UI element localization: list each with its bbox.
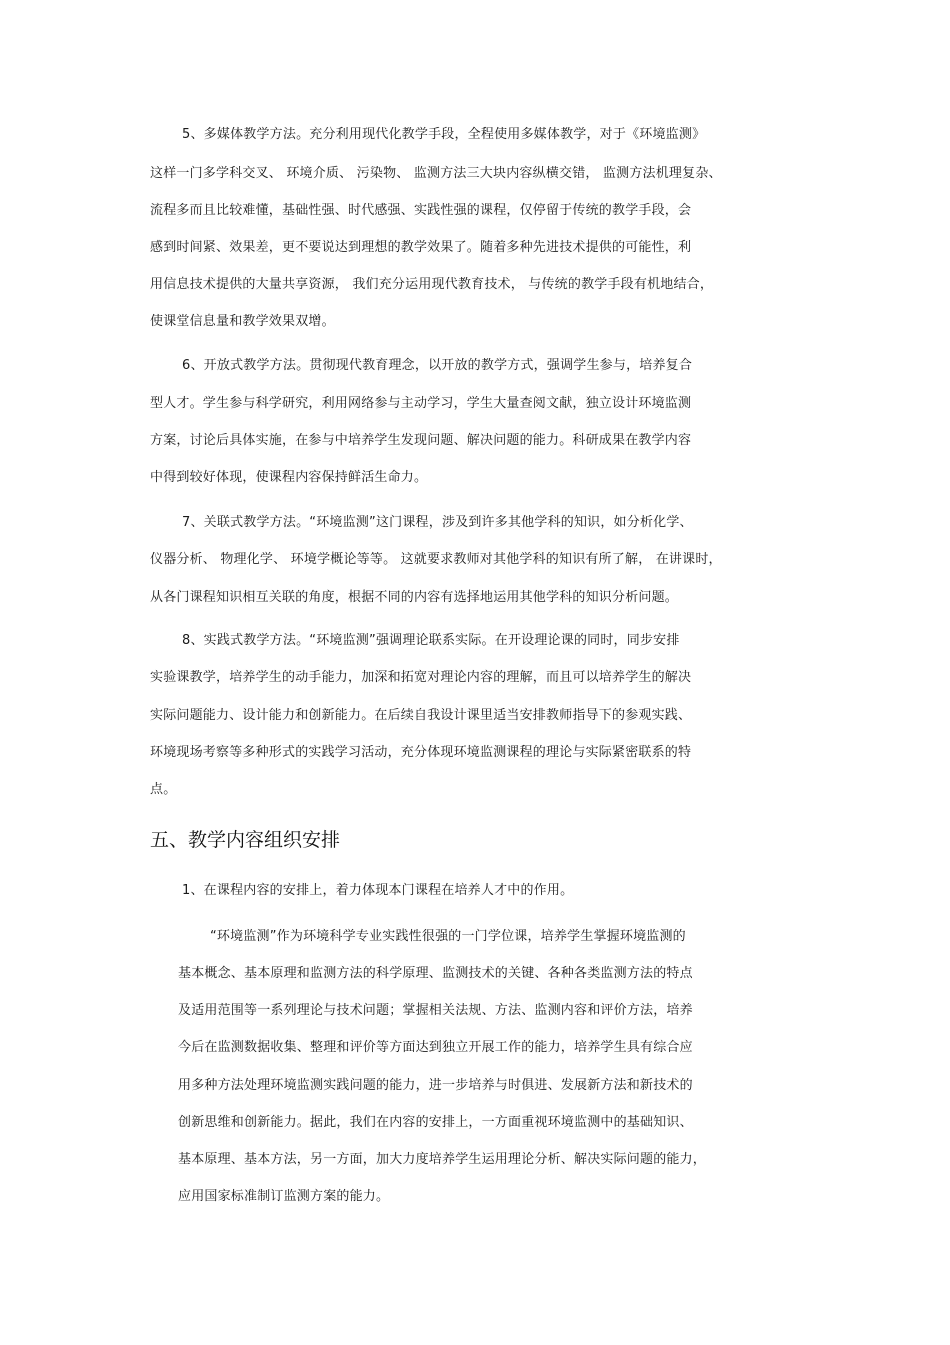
para5-line1: 5、多媒体教学方法。充分利用现代化教学手段，全程使用多媒体教学，对于《环境监测》 xyxy=(182,127,706,142)
para8-line2: 实验课教学，培养学生的动手能力，加深和拓宽对理论内容的理解，而且可以培养学生的解决 xyxy=(150,670,692,685)
section-heading: 五、教学内容组织安排 xyxy=(150,829,341,851)
para8-line3: 实际问题能力、设计能力和创新能力。在后续自我设计课里适当安排教师指导下的参观实践、 xyxy=(150,708,692,723)
body-line-8: 应用国家标准制订监测方案的能力。 xyxy=(178,1189,390,1204)
para7-line3: 从各门课程知识相互关联的角度，根据不同的内容有选择地运用其他学科的知识分析问题。 xyxy=(150,590,679,605)
para5-line4: 感到时间紧、效果差，更不要说达到理想的教学效果了。随着多种先进技术提供的可能性，利 xyxy=(150,240,692,255)
para6-line1: 6、开放式教学方法。贯彻现代教育理念，以开放的教学方式，强调学生参与，培养复合 xyxy=(182,358,693,373)
para8-line4: 环境现场考察等多种形式的实践学习活动，充分体现环境监测课程的理论与实际紧密联系的特 xyxy=(150,745,692,760)
para7-line1: 7、关联式教学方法。“环境监测”这门课程，涉及到许多其他学科的知识，如分析化学、 xyxy=(182,515,693,530)
para5-line3: 流程多而且比较难懂，基础性强、时代感强、实践性强的课程，仅停留于传统的教学手段，会 xyxy=(150,203,692,218)
para7-line2: 仪器分析、 物理化学、 环境学概论等等。 这就要求教师对其他学科的知识有所了解， 在讲课时， xyxy=(150,552,722,567)
para5-line6: 使课堂信息量和教学效果双增。 xyxy=(150,314,335,329)
body-line-7: 基本原理、基本方法，另一方面，加大力度培养学生运用理论分析、解决实际问题的能力， xyxy=(178,1152,707,1167)
para6-line4: 中得到较好体现，使课程内容保持鲜活生命力。 xyxy=(150,470,428,485)
body-line-1: “环境监测”作为环境科学专业实践性很强的一门学位课，培养学生掌握环境监测的 xyxy=(210,929,686,944)
body-line-4: 今后在监测数据收集、整理和评价等方面达到独立开展工作的能力，培养学生具有综合应 xyxy=(178,1040,693,1055)
body-line-2: 基本概念、基本原理和监测方法的科学原理、监测技术的关键、各种各类监测方法的特点 xyxy=(178,966,693,981)
subsection-title: 1、在课程内容的安排上，着力体现本门课程在培养人才中的作用。 xyxy=(182,883,574,898)
para6-line3: 方案，讨论后具体实施，在参与中培养学生发现问题、解决问题的能力。科研成果在教学内容 xyxy=(150,433,692,448)
body-line-6: 创新思维和创新能力。据此，我们在内容的安排上，一方面重视环境监测中的基础知识、 xyxy=(178,1115,693,1130)
para8-line1: 8、实践式教学方法。“环境监测”强调理论联系实际。在开设理论课的同时，同步安排 xyxy=(182,633,680,648)
para8-line5: 点。 xyxy=(150,782,177,797)
body-line-5: 用多种方法处理环境监测实践问题的能力，进一步培养与时俱进、发展新方法和新技术的 xyxy=(178,1078,693,1093)
para5-line5: 用信息技术提供的大量共享资源， 我们充分运用现代教育技术， 与传统的教学手段有机地结合， xyxy=(150,277,714,292)
body-line-3: 及适用范围等一系列理论与技术问题；掌握相关法规、方法、监测内容和评价方法，培养 xyxy=(178,1003,693,1018)
para5-line2: 这样一门多学科交叉、 环境介质、 污染物、 监测方法三大块内容纵横交错， 监测方法机理复杂、 xyxy=(150,166,722,181)
para6-line2: 型人才。学生参与科学研究，利用网络参与主动学习，学生大量查阅文献，独立设计环境监测 xyxy=(150,396,692,411)
